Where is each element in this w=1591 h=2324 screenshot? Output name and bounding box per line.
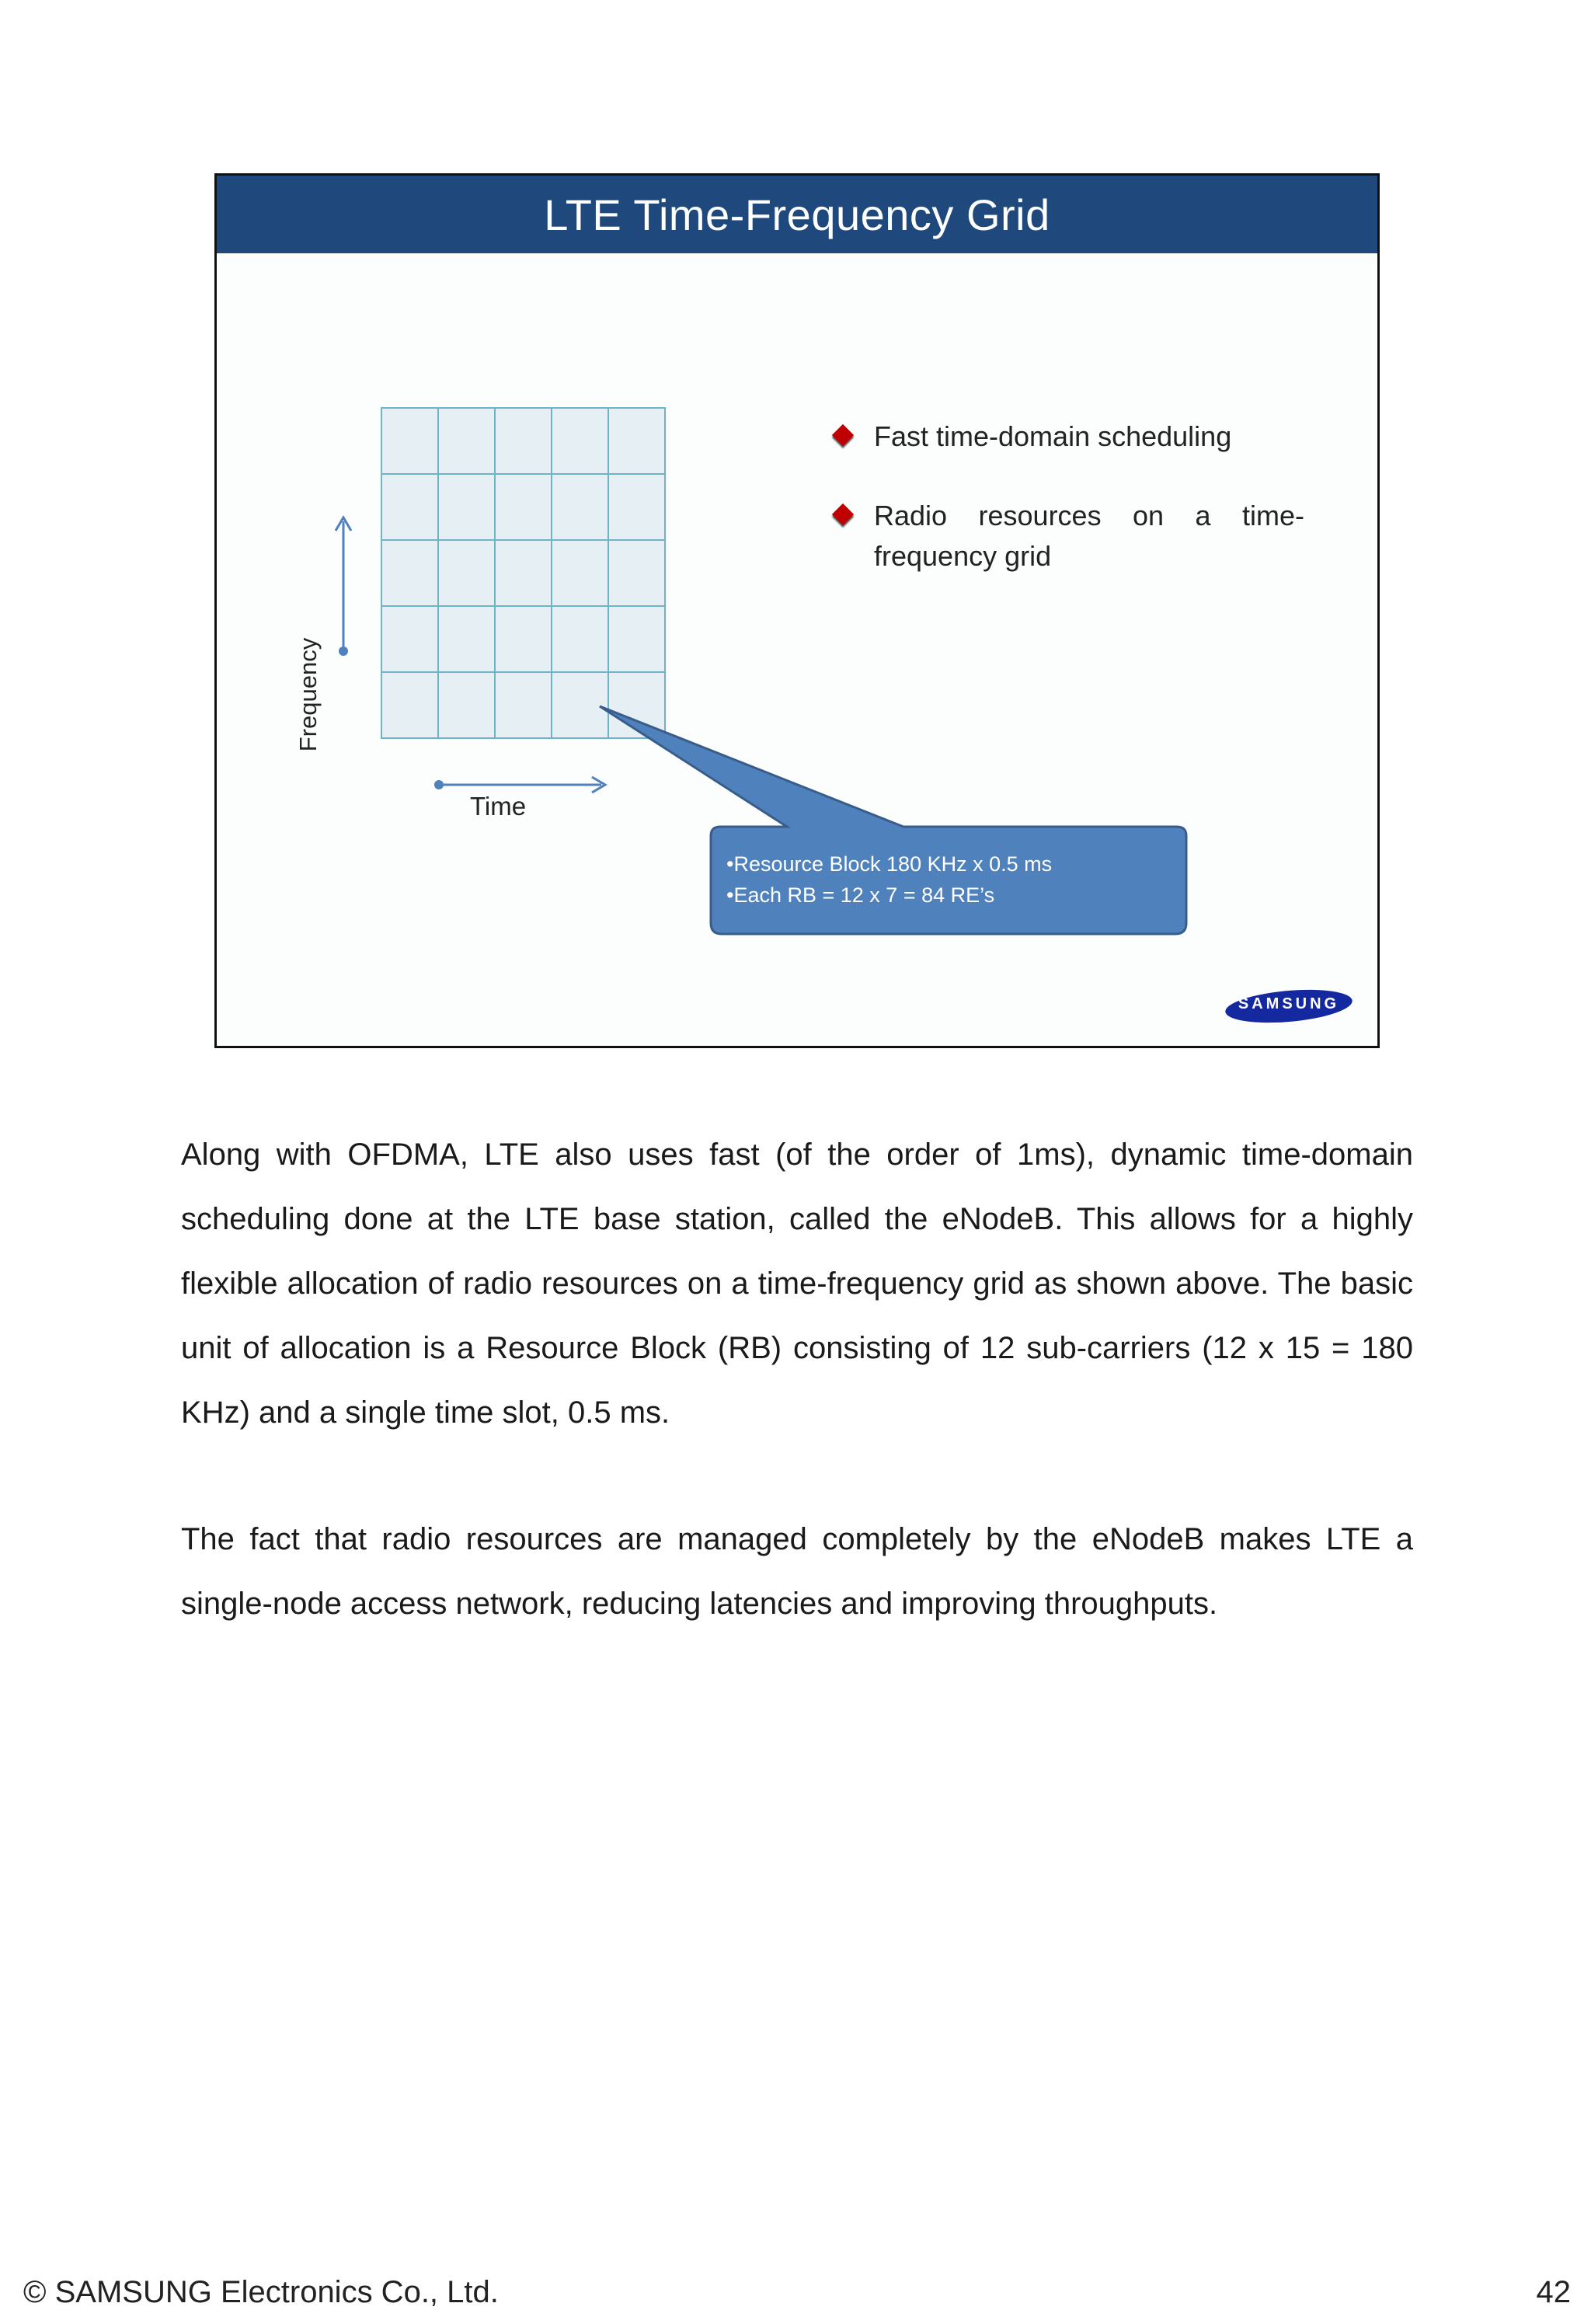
- bullet-item: [830, 496, 1304, 577]
- bullet-text: Fast time-domain scheduling: [874, 420, 1232, 452]
- frequency-arrow: [336, 517, 351, 656]
- time-arrow: [434, 777, 605, 793]
- frequency-axis-label: Frequency: [294, 637, 322, 752]
- bullet-item: [830, 416, 1304, 457]
- slide-title: LTE Time-Frequency Grid: [217, 176, 1377, 253]
- footer-copyright: © SAMSUNG Electronics Co., Ltd.: [23, 2275, 499, 2309]
- callout-text: [726, 848, 1130, 911]
- bullet-list: [830, 416, 1304, 615]
- bullet-text: Radio resources on a time-frequency grid: [874, 500, 1304, 572]
- time-axis-label: Time: [470, 792, 527, 821]
- callout-line-2: •Each RB = 12 x 7 = 84 RE’s: [726, 883, 995, 907]
- callout-line-1: •Resource Block 180 KHz x 0.5 ms: [726, 852, 1053, 876]
- body-paragraph: Along with OFDMA, LTE also uses fast (of the order of 1ms), dynamic time-domain scheduling done at the LTE base station, called the eNodeB. This allows for a highly flexible allocation of radio resources on a time-frequency grid as shown above. The basic unit of allocation is a Resource Block (RB) consisting of 12 sub-carriers (12 x 15 = 180 KHz) and a single time slot, 0.5 ms.: [181, 1138, 1413, 1430]
- diamond-bullet-icon: [832, 424, 854, 446]
- body-paragraph: The fact that radio resources are managed completely by the eNodeB makes LTE a single-node access network, reducing latencies and improving throughputs.: [181, 1522, 1413, 1621]
- slide-figure: [214, 173, 1380, 1048]
- diamond-bullet-icon: [832, 503, 854, 525]
- page-number: 42: [1536, 2275, 1571, 2309]
- samsung-logo: [1224, 988, 1353, 1024]
- logo-text: SAMSUNG: [1238, 995, 1340, 1012]
